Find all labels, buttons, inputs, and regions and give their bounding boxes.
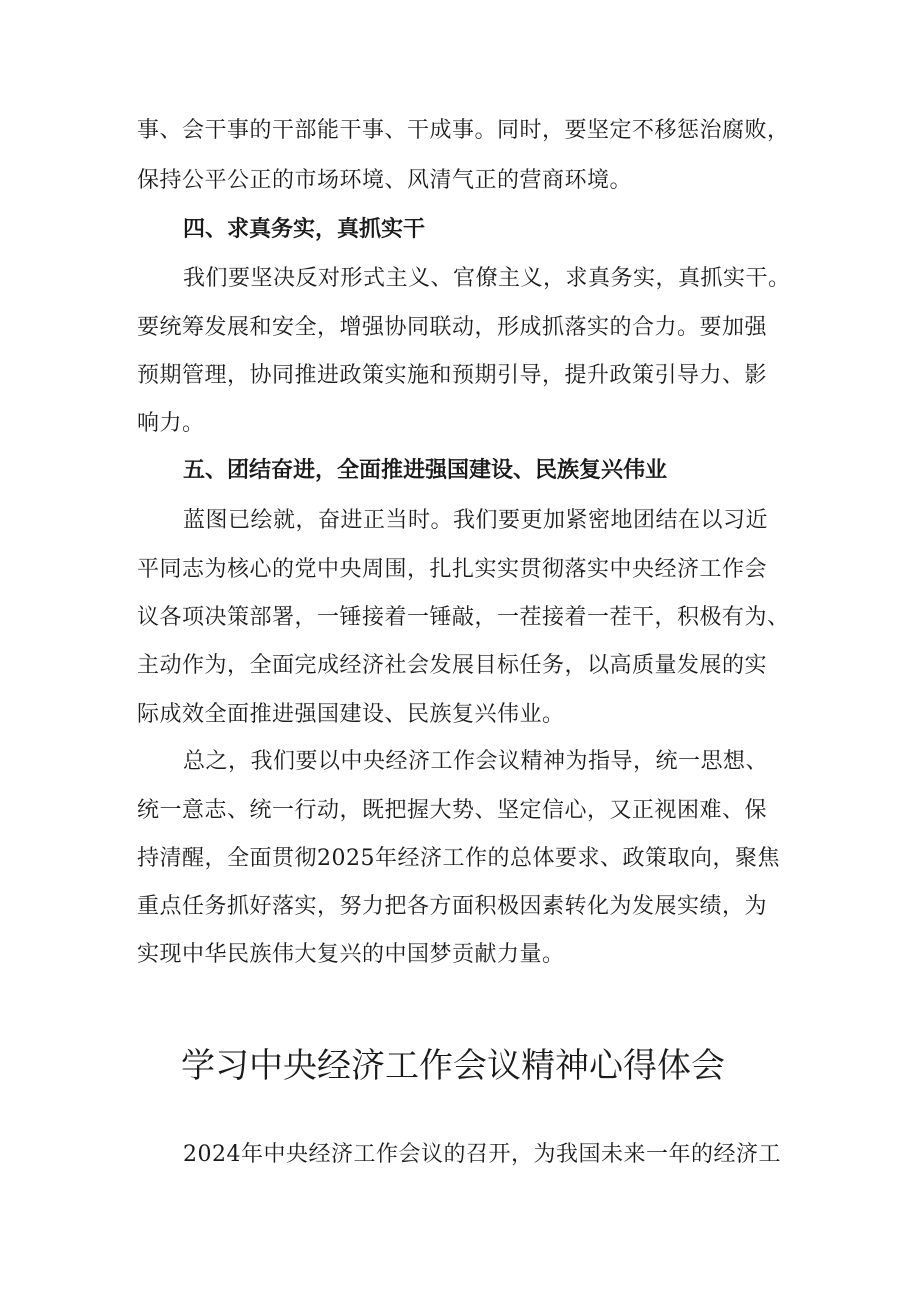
paragraph-line: 总之，我们要以中央经济工作会议精神为指导，统一思想、 bbox=[183, 749, 769, 774]
paragraph-line: 蓝图已绘就，奋进正当时。我们要更加紧密地团结在以习近 bbox=[183, 508, 769, 533]
paragraph-line: 预期管理，协同推进政策实施和预期引导，提升政策引导力、影 bbox=[137, 363, 768, 388]
paragraph-line: 重点任务抓好落实，努力把各方面积极因素转化为发展实绩，为 bbox=[137, 894, 768, 919]
paragraph-line: 实现中华民族伟大复兴的中国梦贡献力量。 bbox=[137, 942, 565, 967]
article-title: 学习中央经济工作会议精神心得体会 bbox=[181, 1046, 725, 1086]
paragraph-line: 事、会干事的干部能干事、干成事。同时，要坚定不移惩治腐败， bbox=[137, 118, 790, 143]
paragraph-line: 统一意志、统一行动，既把握大势、坚定信心，又正视困难、保 bbox=[137, 798, 768, 823]
paragraph-line: 我们要坚决反对形式主义、官僚主义，求真务实，真抓实干。 bbox=[183, 266, 791, 291]
paragraph-line: 际成效全面推进强国建设、民族复兴伟业。 bbox=[137, 702, 565, 727]
paragraph-line: 议各项决策部署，一锤接着一锤敲，一茬接着一茬干，积极有为、 bbox=[137, 605, 790, 630]
paragraph-line: 要统筹发展和安全，增强协同联动，形成抓落实的合力。要加强 bbox=[137, 315, 768, 340]
paragraph-line: 保持公平公正的市场环境、风清气正的营商环境。 bbox=[137, 168, 633, 193]
section-heading-4: 四、求真务实，真抓实干 bbox=[183, 217, 426, 242]
paragraph-line: 持清醒，全面贯彻2025年经济工作的总体要求、政策取向，聚焦 bbox=[137, 846, 780, 871]
paragraph-line: 主动作为，全面完成经济社会发展目标任务，以高质量发展的实 bbox=[137, 653, 768, 678]
paragraph-line: 2024年中央经济工作会议的召开，为我国未来一年的经济工 bbox=[183, 1142, 781, 1167]
paragraph-line: 响力。 bbox=[137, 411, 205, 436]
paragraph-line: 平同志为核心的党中央周围，扎扎实实贯彻落实中央经济工作会 bbox=[137, 557, 768, 582]
section-heading-5: 五、团结奋进，全面推进强国建设、民族复兴伟业 bbox=[183, 458, 668, 483]
